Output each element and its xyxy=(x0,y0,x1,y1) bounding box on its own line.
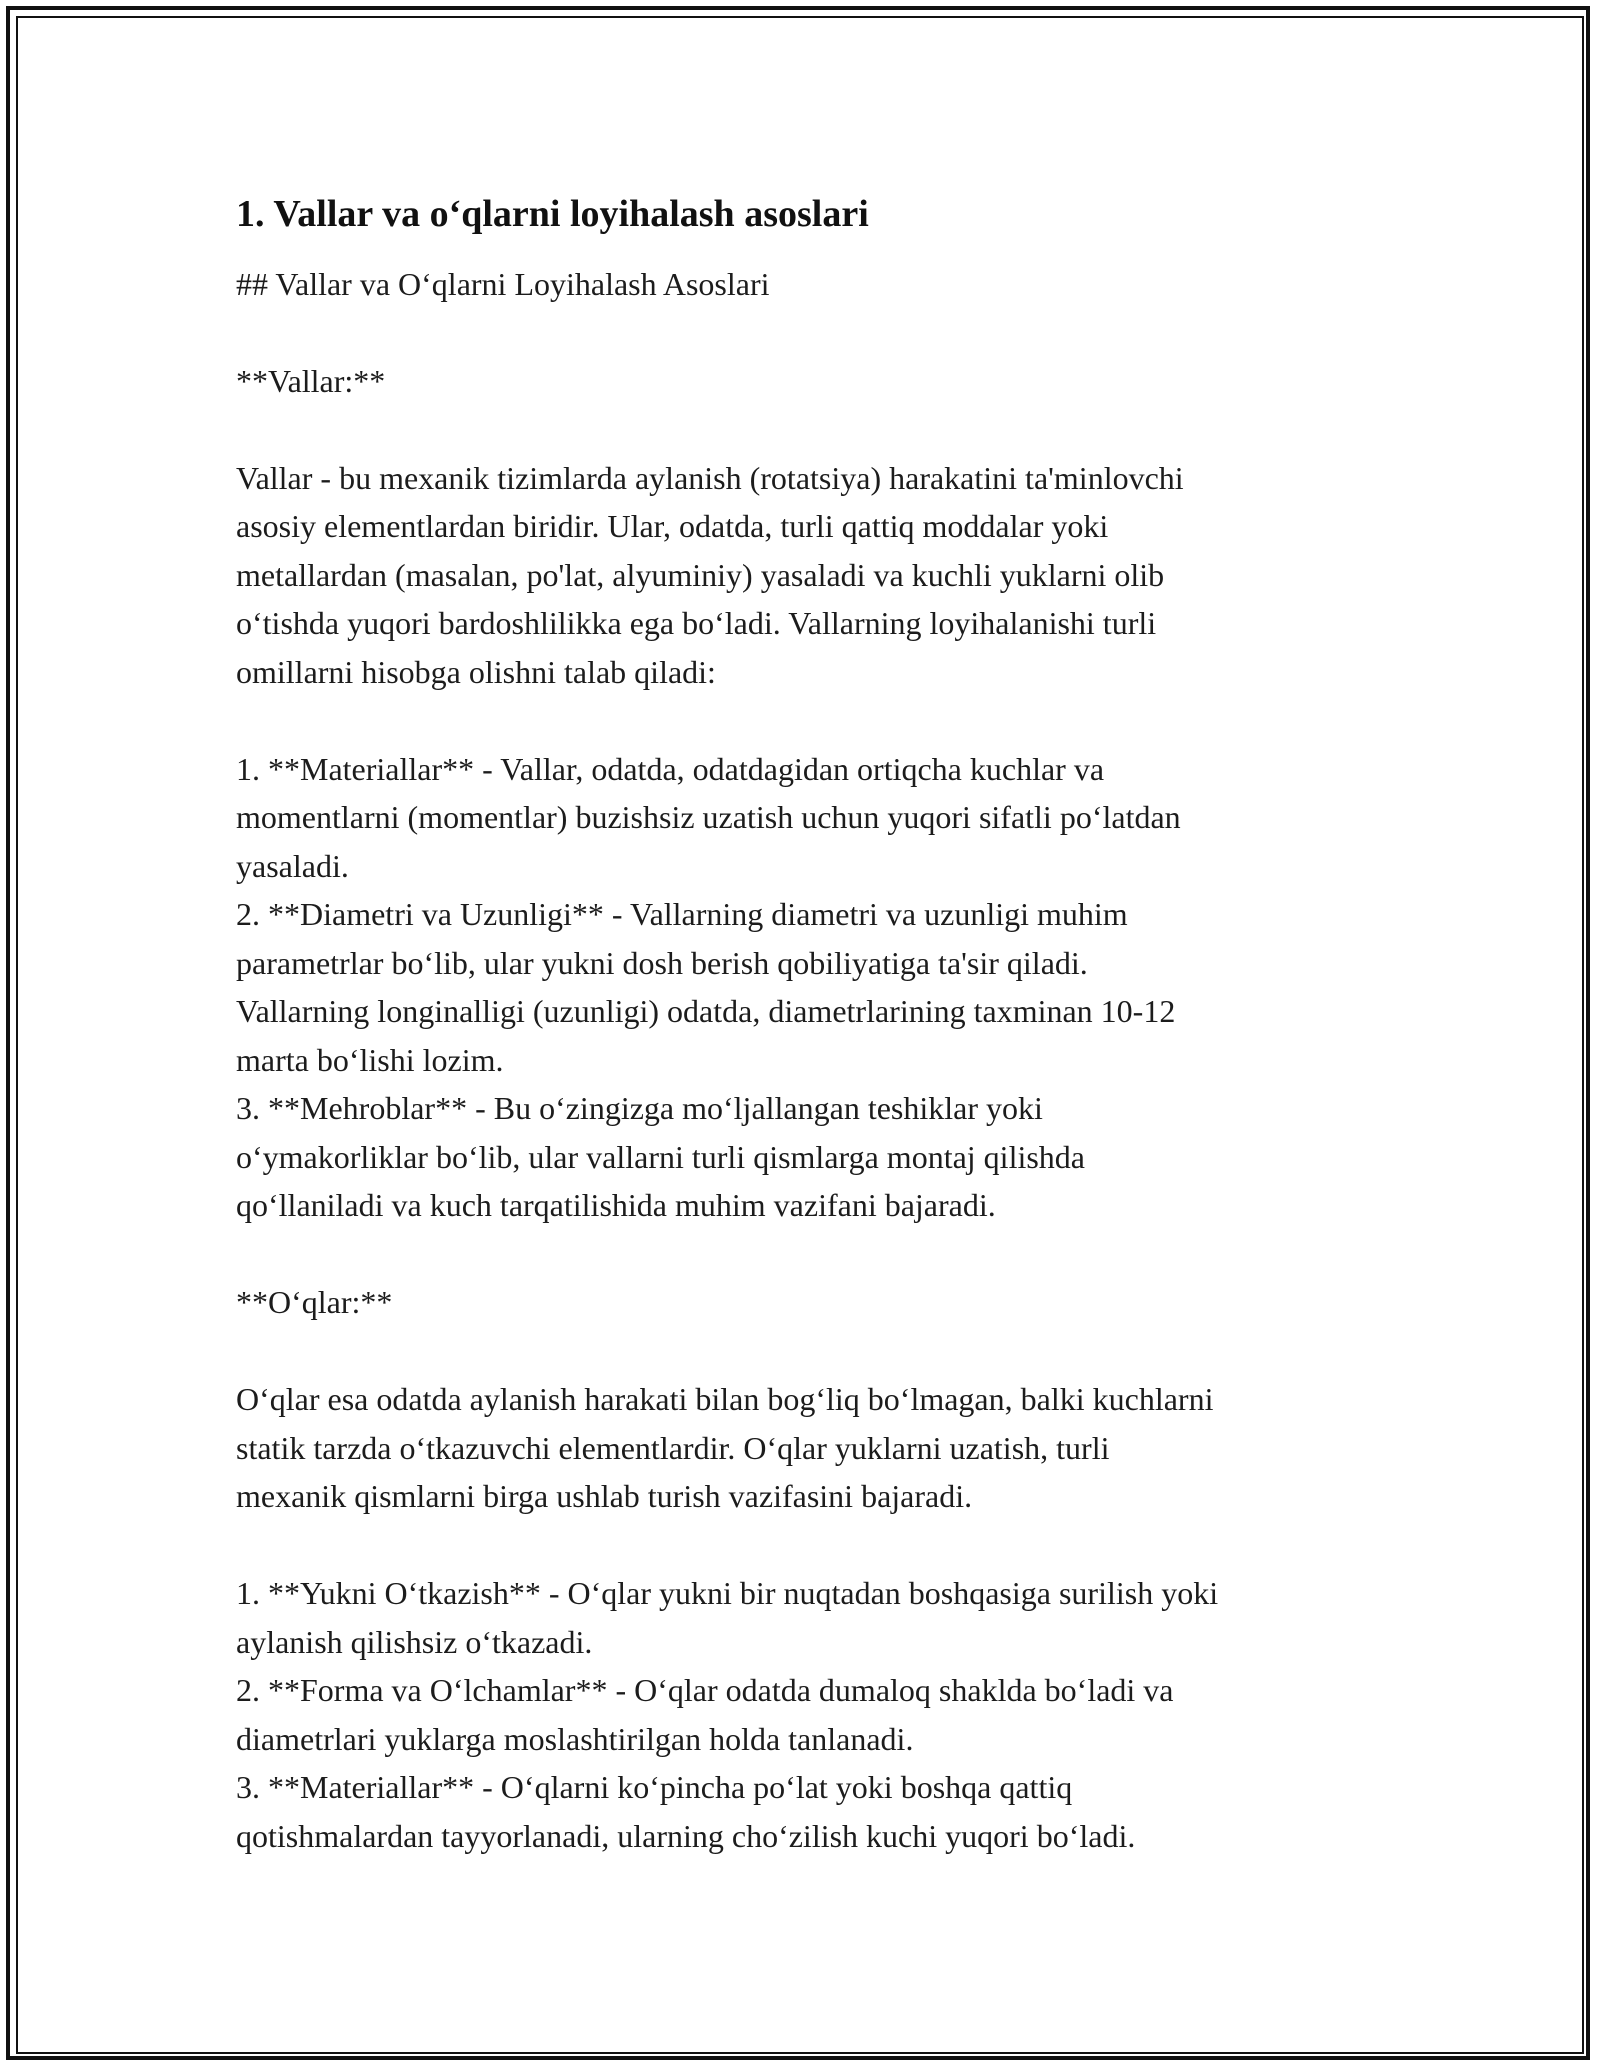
text-line: mexanik qismlarni birga ushlab turish vazifasini bajaradi. xyxy=(236,1478,973,1514)
list-item-line: 1. **Materiallar** - Vallar, odatda, odatdagidan ortiqcha kuchlar va xyxy=(236,750,1105,787)
section-subheading: ## Vallar va O‘qlarni Loyihalash Asoslari xyxy=(236,266,770,302)
list-item-line: qo‘llaniladi va kuch tarqatilishida muhim vazifani bajaradi. xyxy=(236,1187,996,1223)
list-item-line: Vallarning longinalligi (uzunligi) odatda, diametrlarining taxminan 10-12 xyxy=(236,993,1176,1029)
list-item-line: aylanish qilishsiz o‘tkazadi. xyxy=(236,1623,593,1660)
spacer xyxy=(236,1327,1386,1376)
document-body xyxy=(236,186,1386,1860)
text-line: metallardan (masalan, po'lat, alyuminiy) yasaladi va kuchli yuklarni olib xyxy=(236,556,1165,593)
text-line: statik tarzda o‘tkazuvchi elementlardir. O‘qlar yuklarni uzatish, turli xyxy=(236,1429,1110,1466)
list-item-line: 2. **Forma va O‘lchamlar** - O‘qlar odatda dumaloq shaklda bo‘ladi va xyxy=(236,1672,1174,1708)
list-item-line: parametrlar bo‘lib, ular yukni dosh berish qobiliyatiga ta'sir qiladi. xyxy=(236,944,1088,981)
oqlar-intro-paragraph xyxy=(236,1375,1386,1521)
list-item-line: momentlarni (momentlar) buzishsiz uzatish uchun yuqori sifatli po‘latdan xyxy=(236,799,1181,835)
list-item-line: yasaladi. xyxy=(236,847,349,884)
list-item-line: 3. **Mehroblar** - Bu o‘zingizga mo‘ljallangan teshiklar yoki xyxy=(236,1090,1043,1126)
list-item-line: marta bo‘lishi lozim. xyxy=(236,1041,504,1078)
oqlar-heading: **O‘qlar:** xyxy=(236,1284,393,1320)
list-item-line: 3. **Materiallar** - O‘qlarni ko‘pincha po‘lat yoki boshqa qattiq xyxy=(236,1769,1073,1805)
text-line: o‘tishda yuqori bardoshlilikka ega bo‘ladi. Vallarning loyihalanishi turli xyxy=(236,605,1157,641)
list-item-line: 2. **Diametri va Uzunligi** - Vallarning diametri va uzunligi muhim xyxy=(236,896,1128,932)
text-line: omillarni hisobga olishni talab qiladi: xyxy=(236,653,716,690)
vallar-list xyxy=(236,745,1386,1230)
spacer xyxy=(236,308,1386,357)
list-item-line: qotishmalardan tayyorlanadi, ularning cho‘zilish kuchi yuqori bo‘ladi. xyxy=(236,1817,1136,1854)
vallar-intro-paragraph xyxy=(236,454,1386,697)
spacer xyxy=(236,1521,1386,1570)
text-line: O‘qlar esa odatda aylanish harakati bilan bog‘liq bo‘lmagan, balki kuchlarni xyxy=(236,1381,1214,1417)
list-item-line: diametrlari yuklarga moslashtirilgan holda tanlanadi. xyxy=(236,1720,914,1757)
text-line: Vallar - bu mexanik tizimlarda aylanish (rotatsiya) harakatini ta'minlovchi xyxy=(236,459,1184,496)
text-line: asosiy elementlardan biridir. Ular, odatda, turli qattiq moddalar yoki xyxy=(236,508,1109,544)
spacer xyxy=(236,1230,1386,1279)
oqlar-list xyxy=(236,1569,1386,1860)
list-item-line: o‘ymakorliklar bo‘lib, ular vallarni turli qismlarga montaj qilishda xyxy=(236,1138,1085,1175)
vallar-heading: **Vallar:** xyxy=(236,362,386,399)
spacer xyxy=(236,405,1386,454)
list-item-line: 1. **Yukni O‘tkazish** - O‘qlar yukni bir nuqtadan boshqasiga surilish yoki xyxy=(236,1575,1219,1611)
spacer xyxy=(236,696,1386,745)
document-title: 1. Vallar va o‘qlarni loyihalash asoslari xyxy=(236,193,869,235)
